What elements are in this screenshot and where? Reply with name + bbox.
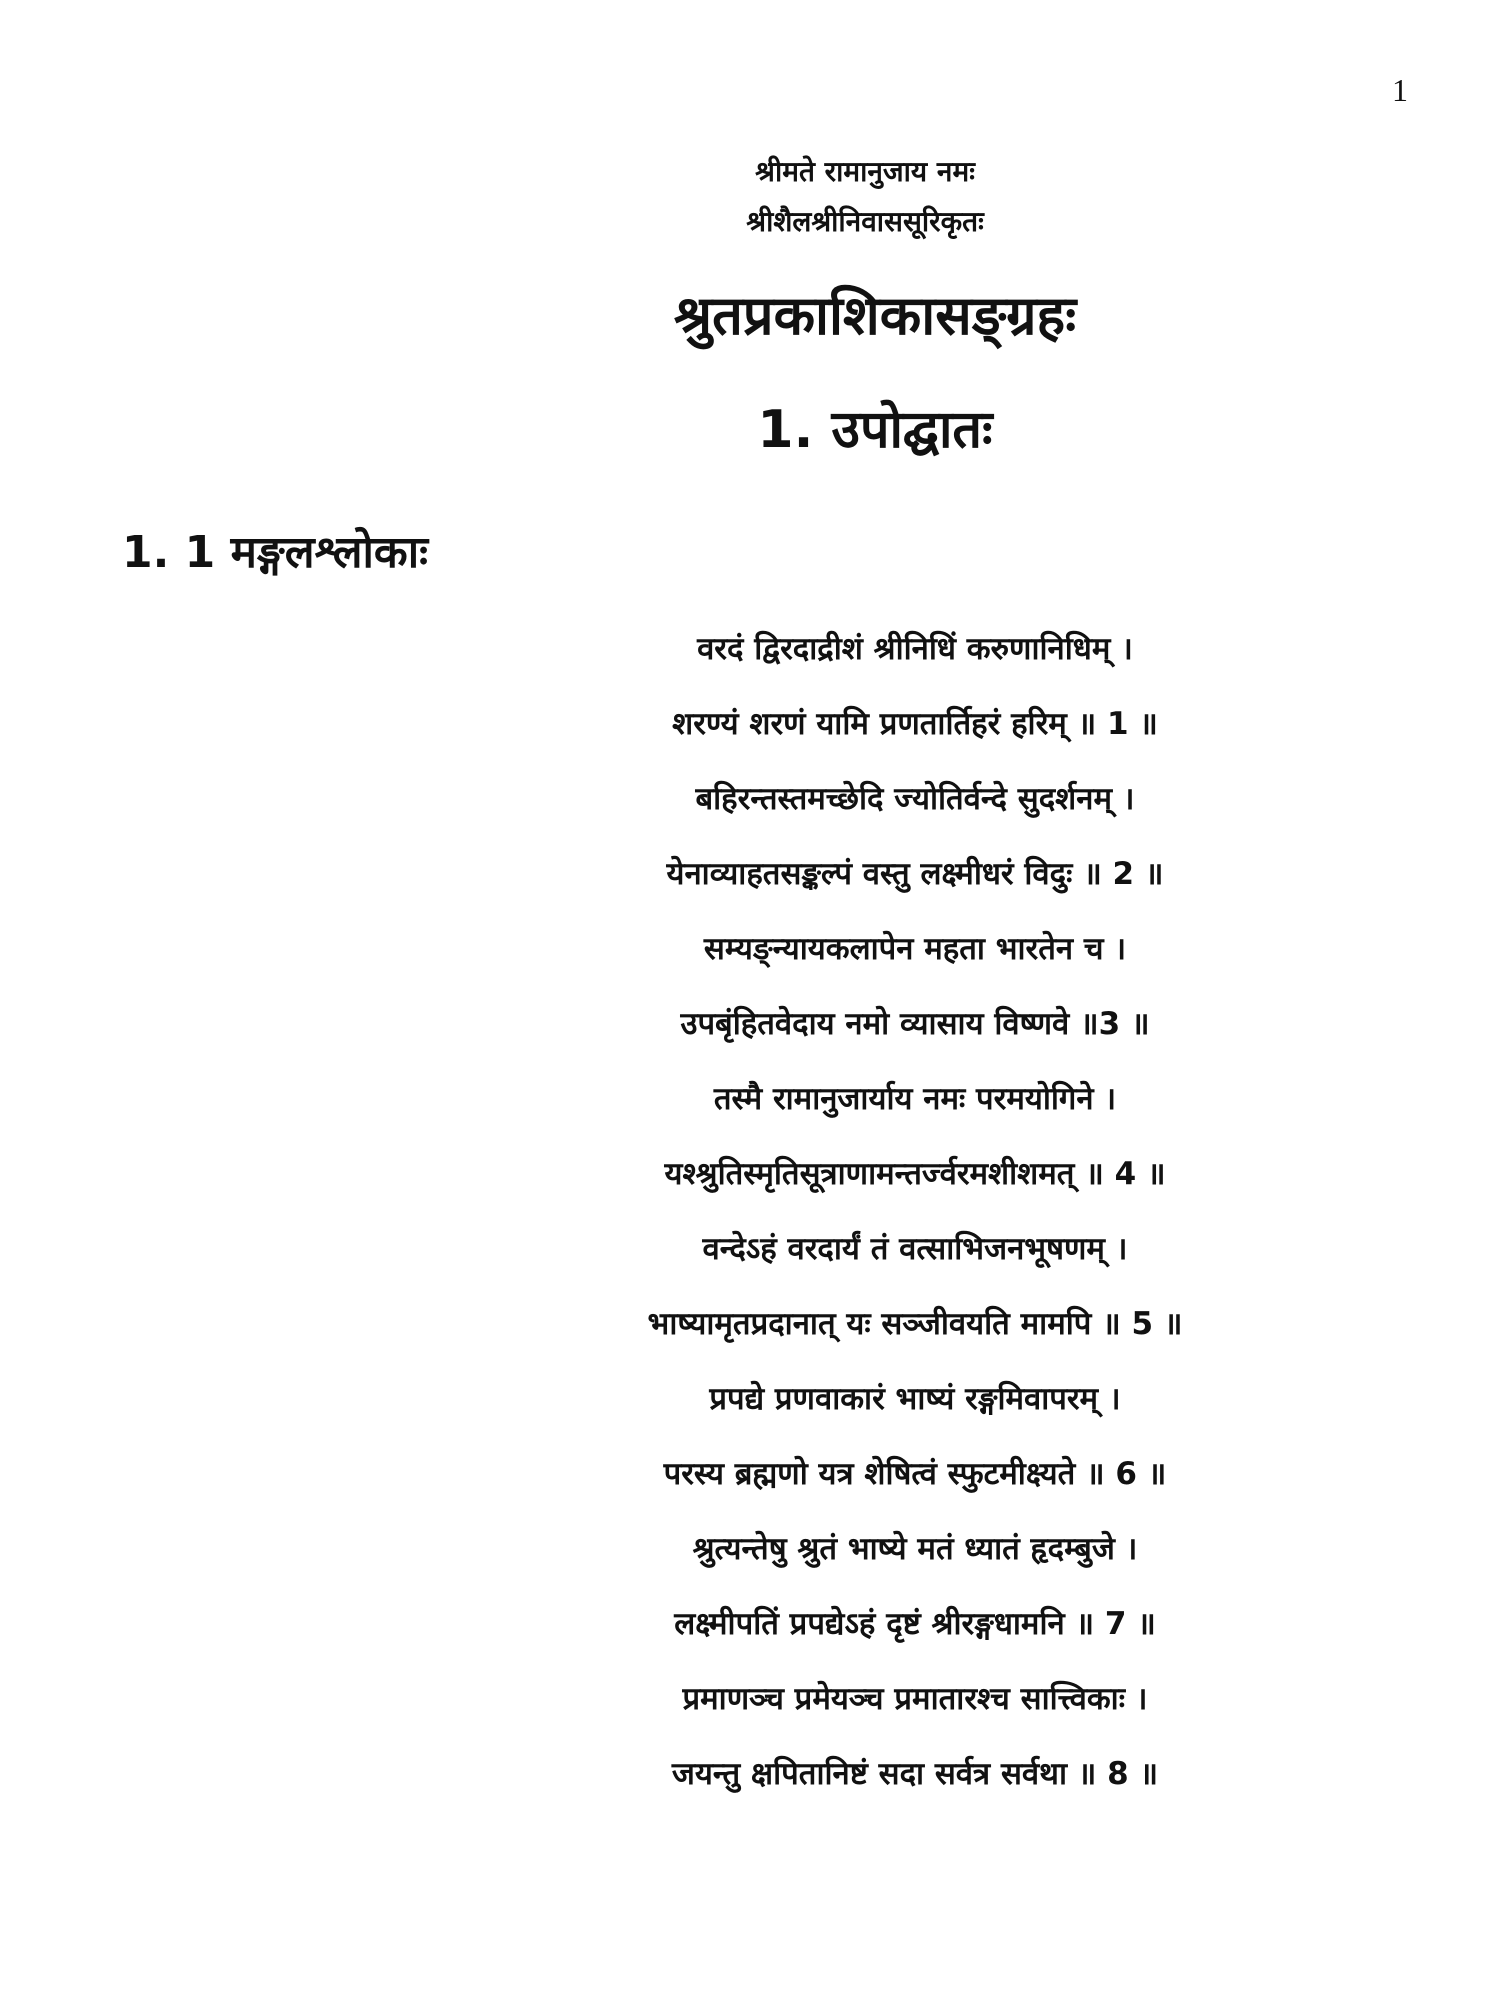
- verse-line: परस्य ब्रह्मणो यत्र शेषित्वं स्फुटमीक्ष्यते ॥ 6 ॥: [663, 1456, 1167, 1492]
- chapter-heading: 1. उपोद्घातः: [757, 400, 993, 460]
- invocation-line-2: श्रीशैलश्रीनिवाससूरिकृतः: [746, 205, 984, 238]
- verse-line: प्रमाणञ्च प्रमेयञ्च प्रमातारश्च सात्त्विकाः ।: [682, 1681, 1148, 1717]
- verse-block: [0, 612, 1500, 1812]
- verse-line: प्रपद्ये प्रणवाकारं भाष्यं रङ्गमिवापरम् ।: [709, 1381, 1121, 1417]
- verse-line: भाष्यामृतप्रदानात् यः सञ्जीवयति मामपि ॥ 5 ॥: [647, 1306, 1183, 1342]
- verse-line: वरदं द्विरदाद्रीशं श्रीनिधिं करुणानिधिम् ।: [697, 631, 1133, 667]
- verse-line: यश्श्रुतिस्मृतिसूत्राणामन्तर्ज्वरमशीशमत् ॥ 4 ॥: [664, 1156, 1166, 1192]
- verse-line: वन्देऽहं वरदार्यं तं वत्साभिजनभूषणम् ।: [702, 1231, 1128, 1267]
- page-number: 1: [1392, 72, 1408, 108]
- section-heading: 1. 1 मङ्गलश्लोकाः: [122, 527, 429, 578]
- verse-line: सम्यङ्न्यायकलापेन महता भारतेन च ।: [703, 931, 1127, 967]
- verse-line: लक्ष्मीपतिं प्रपद्येऽहं दृष्टं श्रीरङ्गधामनि ॥ 7 ॥: [674, 1606, 1156, 1642]
- verse-line: जयन्तु क्षपितानिष्टं सदा सर्वत्र सर्वथा ॥ 8 ॥: [671, 1756, 1159, 1792]
- verse-line: तस्मै रामानुजार्याय नमः परमयोगिने ।: [713, 1081, 1117, 1117]
- verse-line: बहिरन्तस्तमच्छेदि ज्योतिर्वन्दे सुदर्शनम् ।: [695, 781, 1135, 817]
- verse-line: येनाव्याहतसङ्कल्पं वस्तु लक्ष्मीधरं विदुः ॥ 2 ॥: [666, 856, 1164, 892]
- invocation-line-1: श्रीमते रामानुजाय नमः: [755, 155, 975, 188]
- verse-line: श्रुत्यन्तेषु श्रुतं भाष्ये मतं ध्यातं हृदम्बुजे ।: [692, 1531, 1138, 1567]
- document-title: श्रुतप्रकाशिकासङ्ग्रहः: [673, 284, 1077, 347]
- verse-line: उपबृंहितवेदाय नमो व्यासाय विष्णवे ॥3 ॥: [680, 1006, 1150, 1042]
- verse-line: शरण्यं शरणं यामि प्रणतार्तिहरं हरिम् ॥ 1 ॥: [672, 706, 1158, 742]
